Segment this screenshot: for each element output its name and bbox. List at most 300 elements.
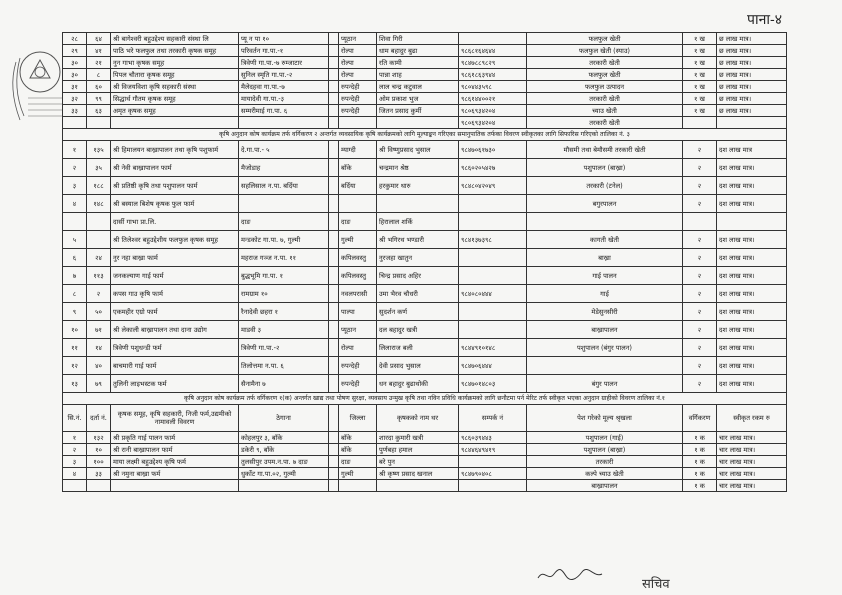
table-cell: ९८६१८६३९४४ xyxy=(459,69,527,81)
table-cell: जितन प्रसाद कुर्मी xyxy=(377,105,459,117)
table-cell: २४ xyxy=(87,249,111,267)
table-cell: नुरजहा खातुन xyxy=(377,249,459,267)
table-row xyxy=(63,339,787,357)
table-cell: श्री बागेश्वरी बहुउद्देश्य सहकारी संस्था लि xyxy=(111,33,239,45)
table-cell xyxy=(459,213,527,231)
table-cell: १४८ xyxy=(87,195,111,213)
table-cell: श्री प्रकृति गाई पालन फार्म xyxy=(111,432,239,444)
table-cell: रोल्पा xyxy=(339,69,377,81)
table-cell xyxy=(329,33,339,45)
table-cell xyxy=(239,480,329,492)
table-cell: त्रिवेणी गा.पा.-७ रुम्जाटार xyxy=(239,57,329,69)
table-cell xyxy=(239,195,329,213)
column-header: वर्गिकरण xyxy=(683,405,717,432)
table-header-3 xyxy=(63,405,787,432)
table-cell: २ xyxy=(683,339,717,357)
table-cell xyxy=(329,357,339,375)
table-cell: ३३ xyxy=(87,468,111,480)
table-cell: १ क xyxy=(683,468,717,480)
table-cell: १० xyxy=(87,444,111,456)
table-cell: ५ xyxy=(63,231,87,249)
table-cell: छ लाख मात्र। xyxy=(717,81,787,93)
table-cell: मैजोडाह xyxy=(239,159,329,177)
table-row xyxy=(63,159,787,177)
table-cell: श्री भगिरथ भण्डारी xyxy=(377,231,459,249)
table-cell: १ ख xyxy=(683,33,717,45)
table-row xyxy=(63,81,787,93)
signature xyxy=(536,566,606,584)
table-cell: ९८६०२०५४२७ xyxy=(459,159,527,177)
table-cell: श्री रानी बाख्रापालन फार्म xyxy=(111,444,239,456)
table-row xyxy=(63,375,787,393)
table-cell: १० xyxy=(63,321,87,339)
table-cell: ९८४४६४९४१९ xyxy=(459,444,527,456)
column-header xyxy=(329,405,339,432)
table-cell: त्रिवेणी गा.पा.-२ xyxy=(239,339,329,357)
table-cell: बाचमारी गाई फार्म xyxy=(111,357,239,375)
table-cell xyxy=(717,213,787,231)
table-row xyxy=(63,444,787,456)
table-cell: छ लाख मात्र। xyxy=(717,33,787,45)
table-cell: देवी प्रसाद भुसाल xyxy=(377,357,459,375)
table-cell xyxy=(87,213,111,231)
table-cell: ९८४०८०४४४ xyxy=(459,285,527,303)
table-cell: ८ xyxy=(87,69,111,81)
table-cell: सम्मरीमाई गा.पा. ६ xyxy=(239,105,329,117)
table-cell: प्यू न पा १० xyxy=(239,33,329,45)
table-cell: १ ख xyxy=(683,45,717,57)
section-3-header xyxy=(63,393,787,405)
column-header: कृषक समूह, कृषि सहकारी, निजी फर्म,उद्यमीको नामावली विवरण xyxy=(111,405,239,432)
table-cell: १ क xyxy=(683,444,717,456)
table-cell: श्री नेवी बाख्रापालन फार्म xyxy=(111,159,239,177)
table-cell: दाङ xyxy=(239,213,329,231)
table-cell: १ ख xyxy=(683,105,717,117)
table-cell: कल्पे च्याउ खेती xyxy=(527,468,683,480)
table-cell: बरे पुन xyxy=(377,456,459,468)
table-row xyxy=(63,45,787,57)
table-cell: दश लाख मात्र। xyxy=(717,177,787,195)
table-cell: दश लाख मात्र। xyxy=(717,303,787,321)
table-cell: रैनादेवी छहरा १ xyxy=(239,303,329,321)
table-cell: पान्ना शाह xyxy=(377,69,459,81)
table-cell xyxy=(329,285,339,303)
table-cell xyxy=(329,105,339,117)
table-row xyxy=(63,213,787,231)
table-cell xyxy=(63,480,87,492)
column-header: स्वीकृत रकम रु xyxy=(717,405,787,432)
table-cell: श्री हिमालयन बाख्रापालन तथा कृषि पशुफार्म xyxy=(111,141,239,159)
table-cell: छ लाख मात्र। xyxy=(717,69,787,81)
table-cell: २ xyxy=(683,195,717,213)
table-cell: पुर्णबहा हमाल xyxy=(377,444,459,456)
table-cell xyxy=(329,267,339,285)
table-cell xyxy=(459,456,527,468)
table-cell xyxy=(683,117,717,129)
table-cell xyxy=(329,93,339,105)
table-cell xyxy=(111,480,239,492)
table-cell: दाङ xyxy=(339,456,377,468)
table-cell: श्री बस्याल बिशेष कृषक फुल फार्म xyxy=(111,195,239,213)
table-cell xyxy=(459,267,527,285)
table-cell xyxy=(63,213,87,231)
table-cell: ९८०६९३४२०४ xyxy=(459,117,527,129)
column-header: कृषकको नाम थर xyxy=(377,405,459,432)
table-cell: हरकुमार थारु xyxy=(377,177,459,195)
table-cell: ७ xyxy=(63,267,87,285)
table-cell: दश लाख मात्र। xyxy=(717,231,787,249)
table-cell: १ क xyxy=(683,480,717,492)
table-cell: २ xyxy=(683,177,717,195)
table-block-1 xyxy=(63,33,787,129)
table-cell: डकेरी ९, बाँके xyxy=(239,444,329,456)
table-cell xyxy=(459,480,527,492)
table-cell: ९८४७०६४४४ xyxy=(459,357,527,375)
table-cell: प्यूठान xyxy=(339,33,377,45)
table-cell: च्याउ खेती xyxy=(527,105,683,117)
table-cell: दल बहादुर खत्री xyxy=(377,321,459,339)
table-cell: चार लाख मात्र। xyxy=(717,468,787,480)
table-cell: २ xyxy=(87,285,111,303)
table-cell: शारदा कुमारी खत्री xyxy=(377,432,459,444)
table-cell: ९८४८०४२०४९ xyxy=(459,177,527,195)
table-cell: २९ xyxy=(63,45,87,57)
table-cell: श्री नमुना बाख्रा फर्म xyxy=(111,468,239,480)
table-cell xyxy=(377,195,459,213)
table-cell: ७९ xyxy=(87,375,111,393)
table-cell: ८ xyxy=(63,285,87,303)
table-cell: अमृत कृषक समूह xyxy=(111,105,239,117)
table-cell: श्री विष्णुप्रसाद भुसाल xyxy=(377,141,459,159)
column-header: पेश गरेको मूल्य श्रृखला xyxy=(527,405,683,432)
table-cell xyxy=(329,480,339,492)
table-cell: तरकारी खेती xyxy=(527,117,683,129)
table-row xyxy=(63,456,787,468)
table-cell: श्री तिलेश्वर बहुउद्देशीय फलफुल कृषक समूह xyxy=(111,231,239,249)
table-cell: नुन गाभा कृषक समूह xyxy=(111,57,239,69)
table-cell: त्रिवेणी पशुधन्डी फर्म xyxy=(111,339,239,357)
table-cell: ९८४७८८९८२९ xyxy=(459,57,527,69)
table-cell: रति कामी xyxy=(377,57,459,69)
table-cell: ९ xyxy=(63,303,87,321)
table-cell: ९८४४९१०१४८ xyxy=(459,339,527,357)
table-row xyxy=(63,303,787,321)
table-cell xyxy=(329,456,339,468)
table-cell: ९८४१३७३९८ xyxy=(459,231,527,249)
table-row xyxy=(63,285,787,303)
table-cell xyxy=(329,81,339,93)
table-cell: सैनामैना ७ xyxy=(239,375,329,393)
table-cell: बगुरपालन xyxy=(527,195,683,213)
table-cell: हिरालाल शर्कि xyxy=(377,213,459,231)
table-cell: ३० xyxy=(63,57,87,69)
table-cell: छ लाख मात्र। xyxy=(717,45,787,57)
table-cell: १ ख xyxy=(683,57,717,69)
table-cell: पशुपालन (बाख्रा) xyxy=(527,159,683,177)
table-block-3 xyxy=(63,432,787,492)
table-cell: रामग्राम १० xyxy=(239,285,329,303)
table-cell: कोहलपुर ३, बाँके xyxy=(239,432,329,444)
table-row xyxy=(63,432,787,444)
table-cell: २ xyxy=(683,321,717,339)
table-cell xyxy=(377,480,459,492)
table-cell: धाम बहादुर बुढा xyxy=(377,45,459,57)
table-cell: सिद्धार्थ गौतम कृषक समूह xyxy=(111,93,239,105)
table-cell xyxy=(683,213,717,231)
table-cell: २ xyxy=(683,375,717,393)
table-cell: पिपल चौतारा कृषक समूह xyxy=(111,69,239,81)
table-cell: दार्सी गाभा प्रा.लि. xyxy=(111,213,239,231)
table-cell: ३ xyxy=(63,177,87,195)
secretary-stamp: सचिव xyxy=(642,577,670,592)
table-cell xyxy=(329,159,339,177)
table-cell xyxy=(329,303,339,321)
table-cell xyxy=(329,69,339,81)
table-cell: लिलाराज बली xyxy=(377,339,459,357)
table-cell: गुल्मी xyxy=(339,231,377,249)
table-cell: रोल्पा xyxy=(339,339,377,357)
table-cell: फलफुल खेती xyxy=(527,69,683,81)
table-cell xyxy=(459,249,527,267)
table-cell: २ xyxy=(683,249,717,267)
table-cell: २ xyxy=(683,231,717,249)
table-row xyxy=(63,93,787,105)
table-cell: २ xyxy=(63,159,87,177)
table-cell: ११ xyxy=(63,339,87,357)
table-cell: पाठि भरे फलफुल तथा तरकारी कृषक समूह xyxy=(111,45,239,57)
table-cell: १८८ xyxy=(87,177,111,195)
table-row xyxy=(63,141,787,159)
table-cell xyxy=(87,480,111,492)
table-cell: बाँके xyxy=(339,432,377,444)
table-cell xyxy=(329,117,339,129)
table-cell: कपस गाउ कृषि फार्म xyxy=(111,285,239,303)
table-cell: रुपन्देही xyxy=(339,105,377,117)
table-cell: दश लाख मात्र xyxy=(717,141,787,159)
table-cell xyxy=(339,195,377,213)
table-cell: रुपन्देही xyxy=(339,81,377,93)
table-row xyxy=(63,33,787,45)
table-cell: १३५ xyxy=(87,141,111,159)
table-cell: २ xyxy=(683,159,717,177)
table-cell: १२ xyxy=(63,357,87,375)
table-cell: ६० xyxy=(87,81,111,93)
table-cell: महराज गञ्ज न.पा. ११ xyxy=(239,249,329,267)
table-cell xyxy=(329,213,339,231)
table-cell: फलफुल खेती xyxy=(527,33,683,45)
table-cell: ३० xyxy=(63,69,87,81)
table-cell: १०० xyxy=(87,456,111,468)
table-cell: ओम प्रकाश भुज xyxy=(377,93,459,105)
table-cell: श्री प्रतिष्ठी कृषि तथा पशुपालन फार्म xyxy=(111,177,239,195)
table-cell: १४ xyxy=(87,339,111,357)
table-block-2 xyxy=(63,141,787,393)
table-cell: ४१ xyxy=(87,45,111,57)
table-cell xyxy=(111,117,239,129)
table-cell: दश लाख मात्र। xyxy=(717,339,787,357)
table-row xyxy=(63,195,787,213)
table-cell: दाङ xyxy=(339,213,377,231)
table-cell: रोल्पा xyxy=(339,45,377,57)
table-cell: बर्दिया xyxy=(339,177,377,195)
table-cell: ३३ xyxy=(63,105,87,117)
column-header: सम्पर्क नं xyxy=(459,405,527,432)
table-cell: चार लाख मात्र। xyxy=(717,456,787,468)
table-cell: ९८४७०१४८०३ xyxy=(459,375,527,393)
column-header: जिल्ला xyxy=(339,405,377,432)
table-cell: श्री कृष्ण प्रसाद खनाल xyxy=(377,468,459,480)
table-cell: तुलसीपुर उपम.न.पा. ७ दाङ xyxy=(239,456,329,468)
table-cell: बाँके xyxy=(339,159,377,177)
column-header: दर्ता नं. xyxy=(87,405,111,432)
table-cell: तुलिनी लाइभस्टक फर्म xyxy=(111,375,239,393)
table-cell: धन बहादुर बुढाथोकी xyxy=(377,375,459,393)
table-cell: फलफुल खेती (स्याउ) xyxy=(527,45,683,57)
table-cell xyxy=(527,213,683,231)
table-cell: कागती खेती xyxy=(527,231,683,249)
table-cell: दश लाख मात्र। xyxy=(717,249,787,267)
table-cell: २१ xyxy=(87,57,111,69)
table-cell xyxy=(329,45,339,57)
table-cell: ९८४७९०४०८ xyxy=(459,468,527,480)
table-cell xyxy=(459,195,527,213)
table-cell: बुद्धभूमि गा.पा. १ xyxy=(239,267,329,285)
table-cell: बाख्रापालन xyxy=(527,321,683,339)
table-cell: २ xyxy=(683,141,717,159)
table-cell: चार लाख मात्र। xyxy=(717,480,787,492)
table-cell: सहलिसाल न.पा. बर्दिया xyxy=(239,177,329,195)
table-cell: मेडेसुनसीरी xyxy=(527,303,683,321)
table-cell: ९९ xyxy=(87,93,111,105)
table-cell xyxy=(459,303,527,321)
table-row xyxy=(63,57,787,69)
table-cell: नवलपरासी xyxy=(339,285,377,303)
table-cell: माया लक्ष्मी बहुउद्देश्य कृषि फर्म xyxy=(111,456,239,468)
table-cell: पाल्पा xyxy=(339,303,377,321)
table-cell: रुपन्देही xyxy=(339,357,377,375)
table-cell: ९८६०३९४४३ xyxy=(459,432,527,444)
table-cell: तिलोत्तमा न.पा. ६ xyxy=(239,357,329,375)
table-cell: पशुपालन (बाख्रा) xyxy=(527,444,683,456)
table-cell: तरकारी (टनेल) xyxy=(527,177,683,195)
table-cell xyxy=(527,357,683,375)
table-cell: तरकारी खेती xyxy=(527,93,683,105)
table-row xyxy=(63,105,787,117)
table-row xyxy=(63,69,787,81)
page-number: पाना-४ xyxy=(747,12,782,28)
table-cell: ३२ xyxy=(63,93,87,105)
table-cell: ९८०६९३४२०४ xyxy=(459,105,527,117)
table-cell xyxy=(329,195,339,213)
table-cell: ९८०४४३५९८ xyxy=(459,81,527,93)
table-cell: ४ xyxy=(63,468,87,480)
table-header-row xyxy=(63,405,787,432)
table-cell: १ ख xyxy=(683,93,717,105)
table-cell xyxy=(87,117,111,129)
table-cell: रुपन्देही xyxy=(339,375,377,393)
table-cell xyxy=(329,57,339,69)
table-cell xyxy=(329,468,339,480)
table-cell xyxy=(377,117,459,129)
table-cell: मैलेदहवा गा.पा.-७ xyxy=(239,81,329,93)
table-cell: श्री लेकाली बाख्रापालन तथा दाना उद्योग xyxy=(111,321,239,339)
section-2-header xyxy=(63,129,787,141)
table-cell: छ लाख मात्र। xyxy=(717,57,787,69)
table-cell: तरकारी xyxy=(527,456,683,468)
table-cell: ४ xyxy=(63,195,87,213)
table-cell xyxy=(239,117,329,129)
table-cell xyxy=(459,33,527,45)
table-cell: ३ xyxy=(63,456,87,468)
table-cell: रुपन्देही xyxy=(339,93,377,105)
table-cell: बंगुर पालन xyxy=(527,375,683,393)
table-cell: दश लाख मात्र। xyxy=(717,285,787,303)
table-cell: बाँके xyxy=(339,444,377,456)
table-cell: १ क xyxy=(683,456,717,468)
table-cell: रोल्पा xyxy=(339,57,377,69)
table-cell: लाल चन्द्र कटुवाल xyxy=(377,81,459,93)
table-cell: ५० xyxy=(87,303,111,321)
table-cell: कपिलवस्तु xyxy=(339,267,377,285)
table-cell: ६३ xyxy=(87,105,111,117)
table-cell: १३२ xyxy=(87,432,111,444)
table-cell xyxy=(329,249,339,267)
table-cell: उमा भैरव चौधरी xyxy=(377,285,459,303)
table-cell: कपिलवस्तु xyxy=(339,249,377,267)
table-cell: १ xyxy=(63,432,87,444)
table-cell: १३ xyxy=(63,375,87,393)
table-row xyxy=(63,117,787,129)
table-cell: २८ xyxy=(63,33,87,45)
table-cell: दे.गा.पा.- ५ xyxy=(239,141,329,159)
table-cell: दश लाख मात्र। xyxy=(717,357,787,375)
table-cell: प्यूठान xyxy=(339,321,377,339)
table-cell: गुल्मी xyxy=(339,468,377,480)
table-cell: ९८६८१६४६४४ xyxy=(459,45,527,57)
table-cell xyxy=(63,117,87,129)
table-cell xyxy=(329,444,339,456)
table-cell xyxy=(459,321,527,339)
recipients-table xyxy=(62,32,787,492)
table-row xyxy=(63,267,787,285)
table-cell: छ लाख मात्र। xyxy=(717,93,787,105)
table-cell: श्री विजयविशा कृषि सहकारी संस्था xyxy=(111,81,239,93)
table-cell: मन्डकोट गा.पा. ७, गुल्मी xyxy=(239,231,329,249)
government-seal xyxy=(6,38,68,138)
section-title: कृषि अनुदान कोष कार्यक्रम तर्फ वर्गिकरण १(क) अन्तर्गत खाद्य तथा पोषण सुरक्षा, व्यवसाय उन्मुख कृषि तथा नविन प्रविधि कार्यक्रमको लागि छनौटमा पर्न मेरिट तर्फ स्वीकृत भएका अनुदान ग्राहीको विवरण तालिका नं.१ xyxy=(63,393,787,405)
table-cell: माडवी ३ xyxy=(239,321,329,339)
table-cell xyxy=(329,141,339,159)
table-cell: म्याग्दी xyxy=(339,141,377,159)
table-cell: २ xyxy=(63,444,87,456)
table-row xyxy=(63,231,787,249)
table-cell: पशुपालन (गाई) xyxy=(527,432,683,444)
table-cell: गाई xyxy=(527,285,683,303)
table-cell: ९८६१४४००२१ xyxy=(459,93,527,105)
table-cell: १ क xyxy=(683,432,717,444)
table-cell: नुर नहा बाख्रा फार्म xyxy=(111,249,239,267)
table-cell: ३१ xyxy=(63,81,87,93)
table-cell: ११३ xyxy=(87,267,111,285)
column-header: ठेगाना xyxy=(239,405,329,432)
table-cell: पशुपालन (बंगुर पालन) xyxy=(527,339,683,357)
table-row xyxy=(63,357,787,375)
table-cell: गाई पालन xyxy=(527,267,683,285)
table-cell: ६ xyxy=(63,249,87,267)
table-cell: शिवा गिरी xyxy=(377,33,459,45)
table-row xyxy=(63,480,787,492)
table-cell xyxy=(339,117,377,129)
